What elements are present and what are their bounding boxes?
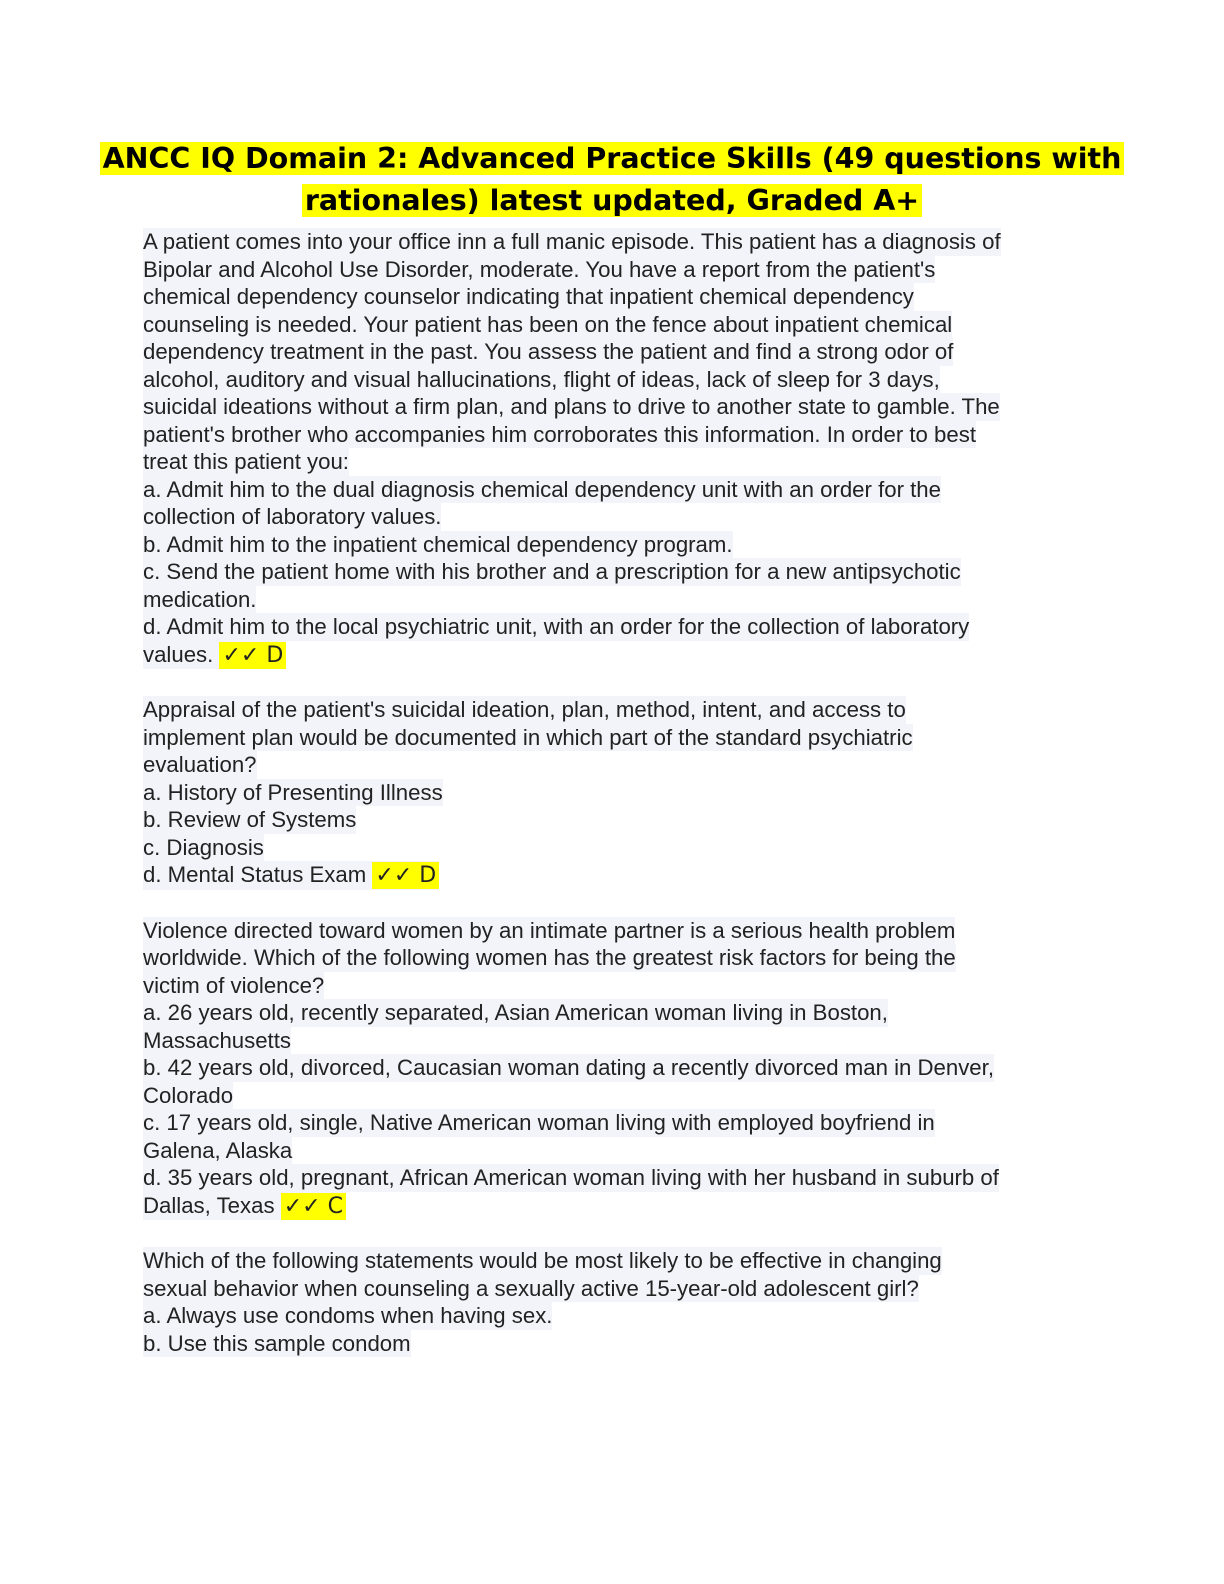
title-line-2: rationales) latest updated, Graded A+ xyxy=(302,184,922,217)
question-text-line: dependency treatment in the past. You assess the patient and find a strong odor of xyxy=(143,339,954,364)
answer-badge: ✓✓ D xyxy=(219,642,286,669)
option-line: d. 35 years old, pregnant, African American woman living with her husband in suburb of xyxy=(143,1165,999,1190)
question-text-line: alcohol, auditory and visual hallucinations, flight of ideas, lack of sleep for 3 days, xyxy=(143,366,940,392)
option-line: a. Always use condoms when having sex. xyxy=(143,1303,553,1328)
option-line: b. 42 years old, divorced, Caucasian woman dating a recently divorced man in Denver, xyxy=(143,1055,994,1080)
title-line-1: ANCC IQ Domain 2: Advanced Practice Skills (49 questions with xyxy=(100,142,1125,175)
question-text-line: Bipolar and Alcohol Use Disorder, moderate. You have a report from the patient's xyxy=(143,256,936,282)
option-line-last xyxy=(143,861,439,890)
question-text-line: suicidal ideations without a firm plan, and plans to drive to another state to gamble. The xyxy=(143,394,1000,419)
question-text-line: treat this patient you: xyxy=(143,449,349,474)
option-line: b. Review of Systems xyxy=(143,807,357,832)
question-text-line: sexual behavior when counseling a sexually active 15-year-old adolescent girl? xyxy=(143,1275,919,1301)
question-text-line: chemical dependency counselor indicating that inpatient chemical dependency xyxy=(143,284,914,309)
question-text-line: evaluation? xyxy=(143,752,257,777)
option-line: Colorado xyxy=(143,1082,234,1108)
question-text-line: A patient comes into your office inn a full manic episode. This patient has a diagnosis of xyxy=(143,229,1001,254)
question-text-line: implement plan would be documented in which part of the standard psychiatric xyxy=(143,724,913,750)
question-list xyxy=(143,228,1083,1384)
question-text-line: Which of the following statements would be most likely to be effective in changing xyxy=(143,1248,942,1273)
option-line: d. Admit him to the local psychiatric unit, with an order for the collection of laboratory xyxy=(143,614,970,639)
option-line-last xyxy=(143,641,286,670)
option-text: d. Mental Status Exam xyxy=(143,862,367,887)
option-line-last xyxy=(143,1192,346,1221)
option-line: b. Use this sample condom xyxy=(143,1330,411,1356)
question-3 xyxy=(143,917,1083,1221)
option-line: c. Send the patient home with his brother and a prescription for a new antipsychotic xyxy=(143,559,961,584)
answer-badge: ✓✓ D xyxy=(372,862,439,889)
option-line: Galena, Alaska xyxy=(143,1137,293,1163)
question-2 xyxy=(143,696,1083,890)
question-1 xyxy=(143,228,1083,669)
question-text-line: Appraisal of the patient's suicidal ideation, plan, method, intent, and access to xyxy=(143,697,906,722)
option-line: medication. xyxy=(143,586,257,612)
question-text-line: patient's brother who accompanies him corroborates this information. In order to best xyxy=(143,421,976,447)
question-text-line: victim of violence? xyxy=(143,972,325,998)
answer-badge: ✓✓ C xyxy=(281,1193,346,1220)
option-line: a. History of Presenting Illness xyxy=(143,779,443,805)
option-line: a. Admit him to the dual diagnosis chemical dependency unit with an order for the xyxy=(143,476,941,502)
option-line: collection of laboratory values. xyxy=(143,504,442,529)
option-line: c. Diagnosis xyxy=(143,834,264,860)
question-text-line: Violence directed toward women by an intimate partner is a serious health problem xyxy=(143,917,956,943)
document-title xyxy=(0,138,1224,222)
option-line: Massachusetts xyxy=(143,1027,291,1053)
question-text-line: worldwide. Which of the following women has the greatest risk factors for being the xyxy=(143,945,956,970)
option-text: Dallas, Texas xyxy=(143,1192,275,1218)
question-text-line: counseling is needed. Your patient has been on the fence about inpatient chemical xyxy=(143,311,953,337)
option-text: values. xyxy=(143,641,214,667)
option-line: c. 17 years old, single, Native American woman living with employed boyfriend in xyxy=(143,1110,935,1135)
option-line: a. 26 years old, recently separated, Asian American woman living in Boston, xyxy=(143,1000,888,1025)
question-4 xyxy=(143,1247,1083,1357)
option-line: b. Admit him to the inpatient chemical dependency program. xyxy=(143,531,733,557)
